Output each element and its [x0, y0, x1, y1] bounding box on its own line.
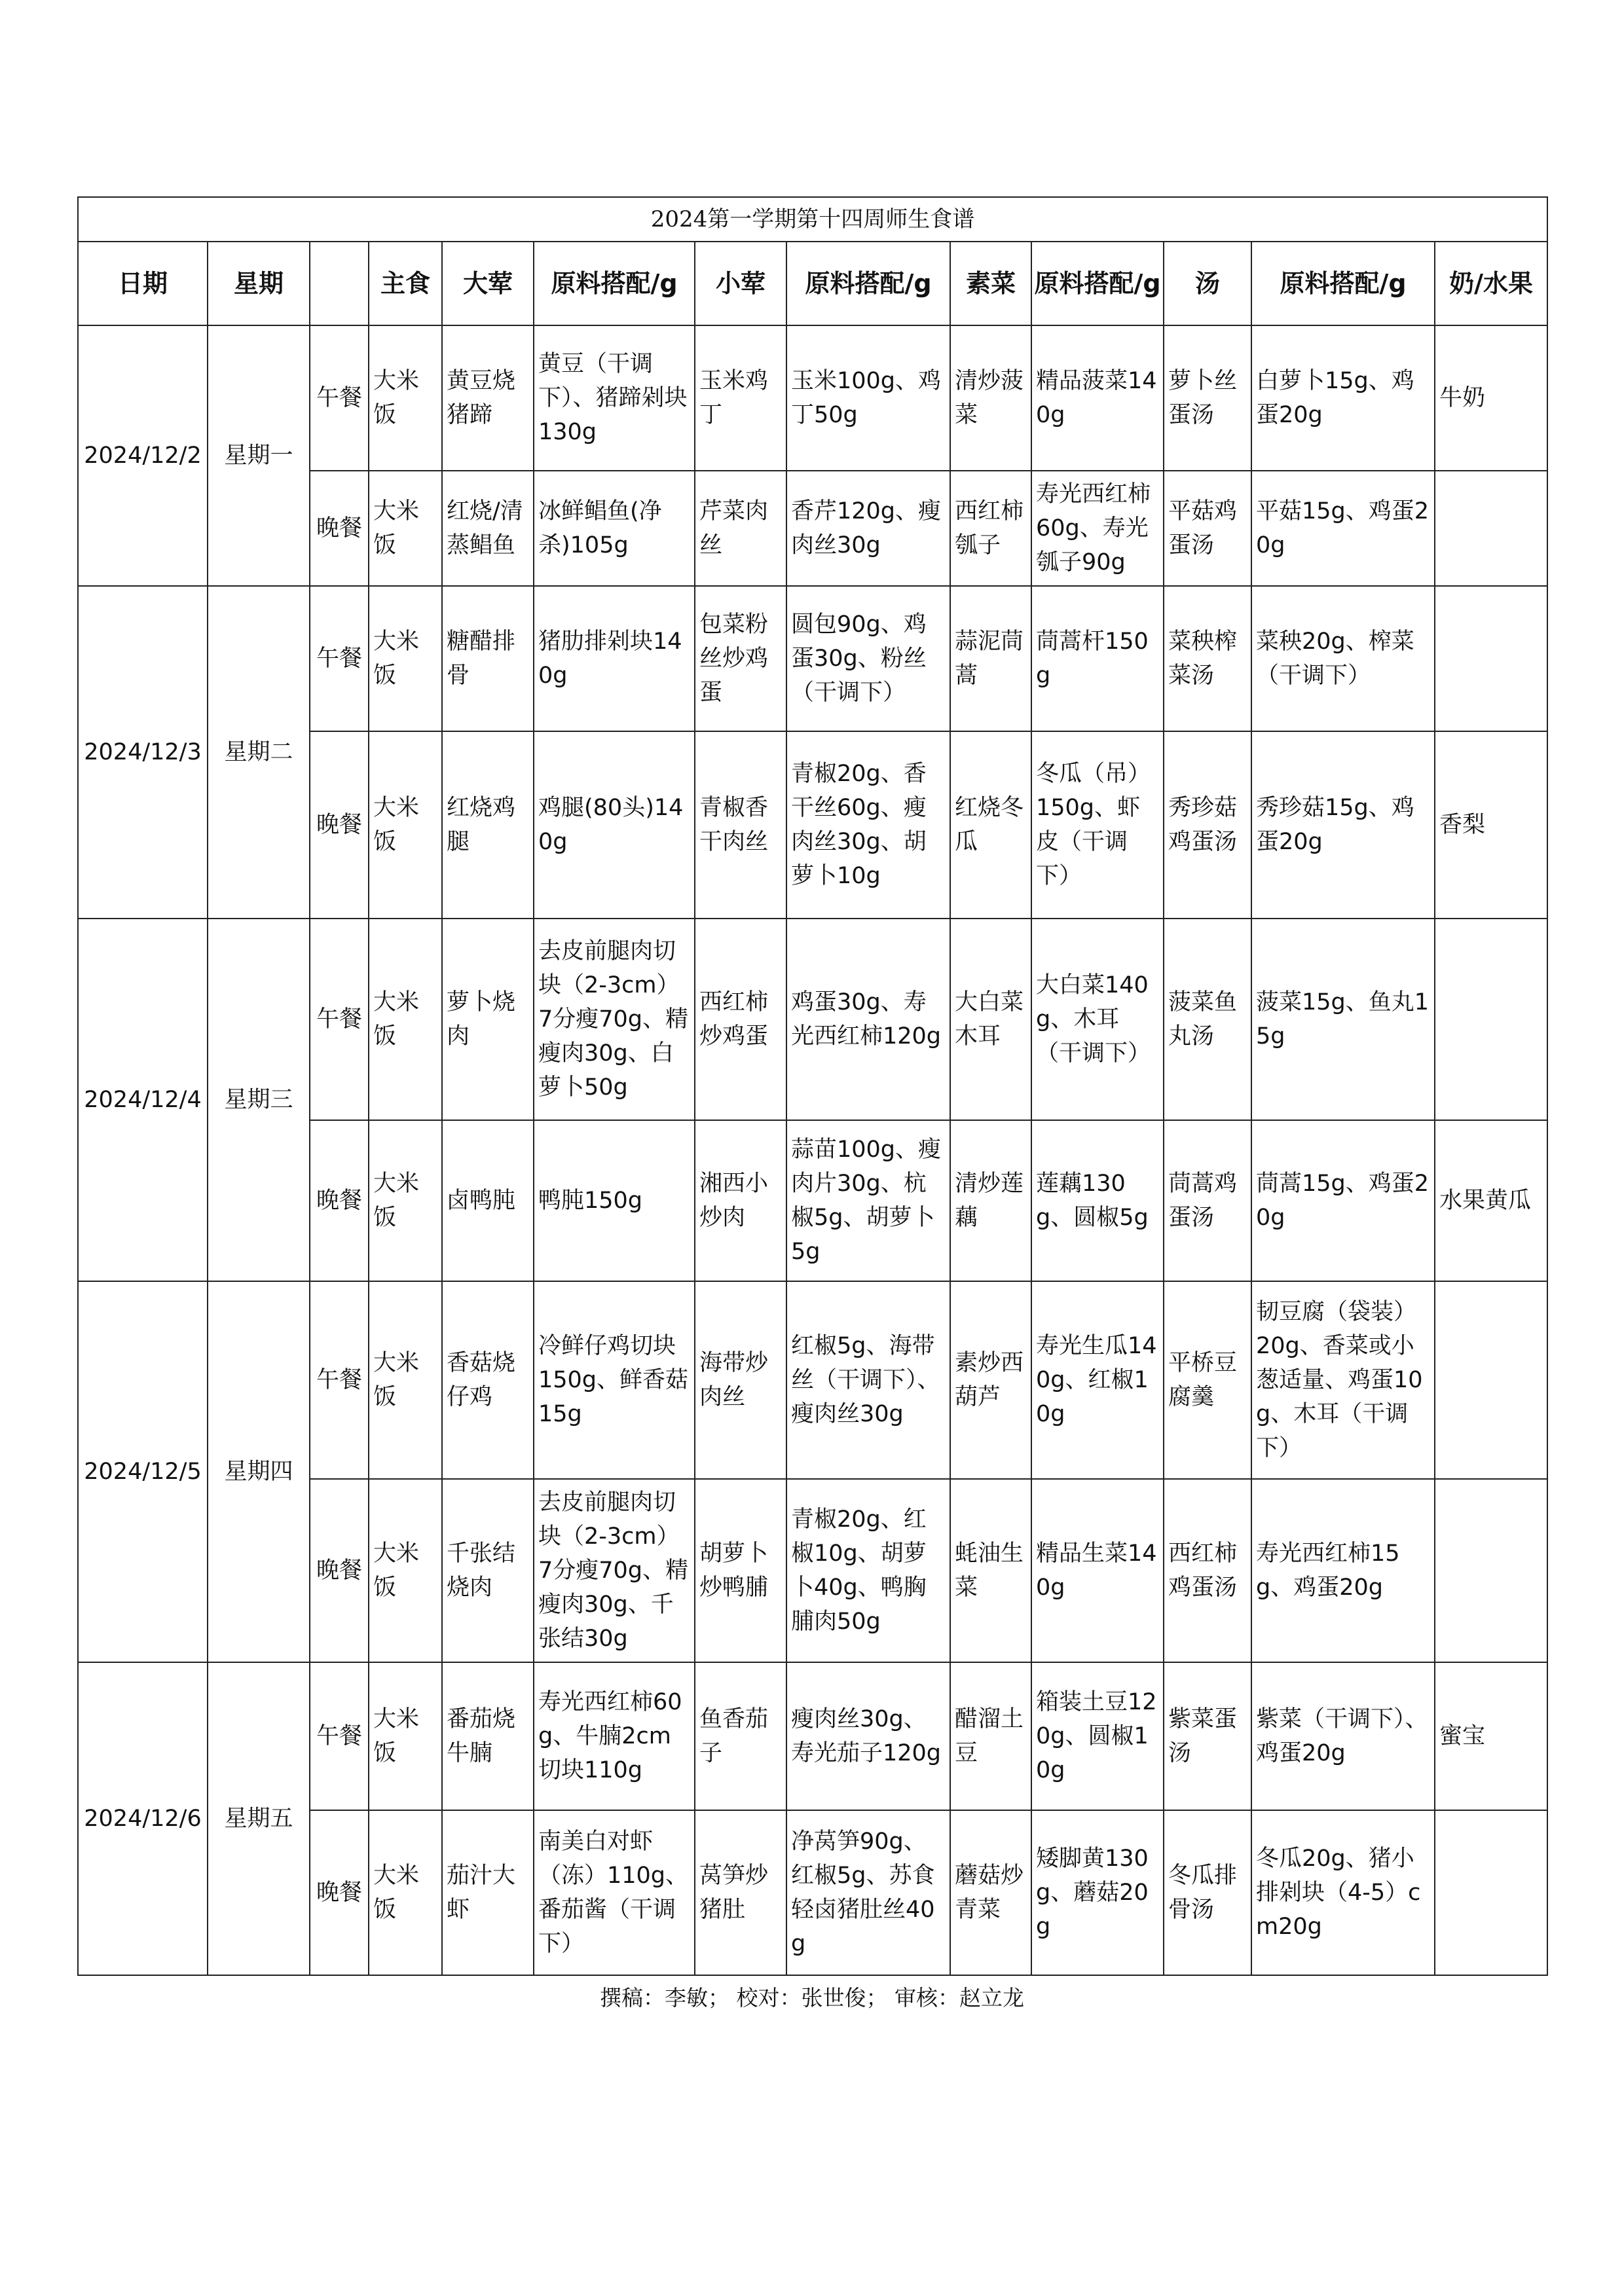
header-big-meat: 大荤	[442, 242, 534, 325]
milk-fruit-cell: 牛奶	[1435, 325, 1547, 471]
big-meat-ingredients-cell: 鸡腿(80头)140g	[534, 731, 695, 919]
meal-row	[78, 325, 1547, 471]
weekday-cell: 星期一	[208, 325, 310, 586]
staple-cell: 大米饭	[369, 1662, 442, 1810]
vegetable-cell: 清炒莲藕	[950, 1120, 1031, 1281]
vegetable-ingredients-cell: 茼蒿杆150g	[1031, 586, 1164, 731]
meal-type-cell: 晚餐	[310, 1479, 369, 1662]
soup-ingredients-cell: 秀珍菇15g、鸡蛋20g	[1251, 731, 1435, 919]
menu-body	[78, 197, 1547, 1975]
meal-type-cell: 晚餐	[310, 1120, 369, 1281]
header-weekday: 星期	[208, 242, 310, 325]
staple-cell: 大米饭	[369, 1479, 442, 1662]
big-meat-cell: 番茄烧牛腩	[442, 1662, 534, 1810]
small-meat-ingredients-cell: 红椒5g、海带丝（干调下）、瘦肉丝30g	[786, 1281, 950, 1479]
small-meat-cell: 青椒香干肉丝	[695, 731, 786, 919]
weekday-cell: 星期三	[208, 919, 310, 1281]
weekday-cell: 星期五	[208, 1662, 310, 1975]
header-small-meat-ingredients: 原料搭配/g	[786, 242, 950, 325]
soup-ingredients-cell: 菜秧20g、榨菜（干调下）	[1251, 586, 1435, 731]
meal-type-cell: 午餐	[310, 325, 369, 471]
staple-cell: 大米饭	[369, 471, 442, 586]
vegetable-cell: 醋溜土豆	[950, 1662, 1031, 1810]
soup-ingredients-cell: 菠菜15g、鱼丸15g	[1251, 919, 1435, 1120]
vegetable-ingredients-cell: 精品菠菜140g	[1031, 325, 1164, 471]
header-vegetable-ingredients: 原料搭配/g	[1031, 242, 1164, 325]
milk-fruit-cell	[1435, 586, 1547, 731]
vegetable-cell: 红烧冬瓜	[950, 731, 1031, 919]
staple-cell: 大米饭	[369, 1281, 442, 1479]
milk-fruit-cell: 蜜宝	[1435, 1662, 1547, 1810]
vegetable-ingredients-cell: 精品生菜140g	[1031, 1479, 1164, 1662]
title-row	[78, 197, 1547, 242]
staple-cell: 大米饭	[369, 919, 442, 1120]
small-meat-ingredients-cell: 鸡蛋30g、寿光西红柿120g	[786, 919, 950, 1120]
big-meat-ingredients-cell: 去皮前腿肉切块（2-3cm）7分瘦70g、精瘦肉30g、白萝卜50g	[534, 919, 695, 1120]
header-row	[78, 242, 1547, 325]
staple-cell: 大米饭	[369, 586, 442, 731]
soup-cell: 萝卜丝蛋汤	[1164, 325, 1251, 471]
milk-fruit-cell: 水果黄瓜	[1435, 1120, 1547, 1281]
header-soup: 汤	[1164, 242, 1251, 325]
date-cell: 2024/12/5	[78, 1281, 208, 1662]
header-vegetable: 素菜	[950, 242, 1031, 325]
meal-type-cell: 午餐	[310, 1662, 369, 1810]
staple-cell: 大米饭	[369, 731, 442, 919]
menu-title: 2024第一学期第十四周师生食谱	[78, 197, 1547, 242]
meal-row	[78, 919, 1547, 1120]
soup-ingredients-cell: 茼蒿15g、鸡蛋20g	[1251, 1120, 1435, 1281]
vegetable-ingredients-cell: 箱装土豆120g、圆椒10g	[1031, 1662, 1164, 1810]
header-date: 日期	[78, 242, 208, 325]
small-meat-ingredients-cell: 瘦肉丝30g、寿光茄子120g	[786, 1662, 950, 1810]
soup-ingredients-cell: 白萝卜15g、鸡蛋20g	[1251, 325, 1435, 471]
date-cell: 2024/12/6	[78, 1662, 208, 1975]
vegetable-ingredients-cell: 冬瓜（吊）150g、虾皮（干调下）	[1031, 731, 1164, 919]
small-meat-cell: 胡萝卜炒鸭脯	[695, 1479, 786, 1662]
big-meat-ingredients-cell: 冰鲜鲳鱼(净杀)105g	[534, 471, 695, 586]
big-meat-ingredients-cell: 黄豆（干调下）、猪蹄剁块130g	[534, 325, 695, 471]
small-meat-cell: 玉米鸡丁	[695, 325, 786, 471]
header-big-meat-ingredients: 原料搭配/g	[534, 242, 695, 325]
milk-fruit-cell	[1435, 919, 1547, 1120]
soup-ingredients-cell: 寿光西红柿15g、鸡蛋20g	[1251, 1479, 1435, 1662]
staple-cell: 大米饭	[369, 1810, 442, 1975]
header-meal	[310, 242, 369, 325]
meal-type-cell: 午餐	[310, 919, 369, 1120]
vegetable-cell: 大白菜木耳	[950, 919, 1031, 1120]
vegetable-cell: 清炒菠菜	[950, 325, 1031, 471]
big-meat-ingredients-cell: 去皮前腿肉切块（2-3cm）7分瘦70g、精瘦肉30g、千张结30g	[534, 1479, 695, 1662]
soup-cell: 菠菜鱼丸汤	[1164, 919, 1251, 1120]
small-meat-ingredients-cell: 净莴笋90g、红椒5g、苏食轻卤猪肚丝40g	[786, 1810, 950, 1975]
soup-ingredients-cell: 紫菜（干调下）、鸡蛋20g	[1251, 1662, 1435, 1810]
header-milk-fruit: 奶/水果	[1435, 242, 1547, 325]
date-cell: 2024/12/2	[78, 325, 208, 586]
soup-ingredients-cell: 韧豆腐（袋装）20g、香菜或小葱适量、鸡蛋10g、木耳（干调下）	[1251, 1281, 1435, 1479]
date-cell: 2024/12/4	[78, 919, 208, 1281]
vegetable-cell: 西红柿瓠子	[950, 471, 1031, 586]
milk-fruit-cell	[1435, 1810, 1547, 1975]
small-meat-ingredients-cell: 蒜苗100g、瘦肉片30g、杭椒5g、胡萝卜5g	[786, 1120, 950, 1281]
meal-row	[78, 1662, 1547, 1810]
soup-cell: 平菇鸡蛋汤	[1164, 471, 1251, 586]
small-meat-ingredients-cell: 圆包90g、鸡蛋30g、粉丝（干调下）	[786, 586, 950, 731]
big-meat-ingredients-cell: 南美白对虾（冻）110g、番茄酱（干调下）	[534, 1810, 695, 1975]
vegetable-ingredients-cell: 大白菜140g、木耳（干调下）	[1031, 919, 1164, 1120]
meal-type-cell: 午餐	[310, 1281, 369, 1479]
small-meat-cell: 鱼香茄子	[695, 1662, 786, 1810]
soup-ingredients-cell: 平菇15g、鸡蛋20g	[1251, 471, 1435, 586]
meal-type-cell: 晚餐	[310, 1810, 369, 1975]
meal-type-cell: 晚餐	[310, 731, 369, 919]
header-soup-ingredients: 原料搭配/g	[1251, 242, 1435, 325]
big-meat-cell: 香菇烧仔鸡	[442, 1281, 534, 1479]
big-meat-cell: 茄汁大虾	[442, 1810, 534, 1975]
meal-row	[78, 586, 1547, 731]
soup-cell: 菜秧榨菜汤	[1164, 586, 1251, 731]
big-meat-cell: 红烧鸡腿	[442, 731, 534, 919]
soup-cell: 平桥豆腐羹	[1164, 1281, 1251, 1479]
big-meat-cell: 黄豆烧猪蹄	[442, 325, 534, 471]
staple-cell: 大米饭	[369, 325, 442, 471]
small-meat-ingredients-cell: 青椒20g、红椒10g、胡萝卜40g、鸭胸脯肉50g	[786, 1479, 950, 1662]
milk-fruit-cell	[1435, 1281, 1547, 1479]
vegetable-ingredients-cell: 矮脚黄130g、蘑菇20g	[1031, 1810, 1164, 1975]
big-meat-cell: 糖醋排骨	[442, 586, 534, 731]
vegetable-ingredients-cell: 莲藕130g、圆椒5g	[1031, 1120, 1164, 1281]
weekday-cell: 星期二	[208, 586, 310, 919]
date-cell: 2024/12/3	[78, 586, 208, 919]
vegetable-cell: 素炒西葫芦	[950, 1281, 1031, 1479]
vegetable-ingredients-cell: 寿光生瓜140g、红椒10g	[1031, 1281, 1164, 1479]
soup-cell: 秀珍菇鸡蛋汤	[1164, 731, 1251, 919]
meal-row	[78, 1281, 1547, 1479]
small-meat-cell: 湘西小炒肉	[695, 1120, 786, 1281]
big-meat-ingredients-cell: 鸭肫150g	[534, 1120, 695, 1281]
big-meat-ingredients-cell: 猪肋排剁块140g	[534, 586, 695, 731]
small-meat-cell: 包菜粉丝炒鸡蛋	[695, 586, 786, 731]
milk-fruit-cell: 香梨	[1435, 731, 1547, 919]
soup-cell: 紫菜蛋汤	[1164, 1662, 1251, 1810]
small-meat-ingredients-cell: 青椒20g、香干丝60g、瘦肉丝30g、胡萝卜10g	[786, 731, 950, 919]
soup-cell: 茼蒿鸡蛋汤	[1164, 1120, 1251, 1281]
staple-cell: 大米饭	[369, 1120, 442, 1281]
small-meat-cell: 莴笋炒猪肚	[695, 1810, 786, 1975]
milk-fruit-cell	[1435, 471, 1547, 586]
soup-ingredients-cell: 冬瓜20g、猪小排剁块（4-5）cm20g	[1251, 1810, 1435, 1975]
big-meat-ingredients-cell: 冷鲜仔鸡切块150g、鲜香菇15g	[534, 1281, 695, 1479]
big-meat-cell: 红烧/清蒸鲳鱼	[442, 471, 534, 586]
soup-cell: 西红柿鸡蛋汤	[1164, 1479, 1251, 1662]
small-meat-ingredients-cell: 玉米100g、鸡丁50g	[786, 325, 950, 471]
footer-credits: 撰稿：李敏； 校对：张世俊； 审核：赵立龙	[600, 1985, 1024, 2011]
vegetable-ingredients-cell: 寿光西红柿60g、寿光瓠子90g	[1031, 471, 1164, 586]
vegetable-cell: 蚝油生菜	[950, 1479, 1031, 1662]
small-meat-cell: 芹菜肉丝	[695, 471, 786, 586]
weekday-cell: 星期四	[208, 1281, 310, 1662]
meal-type-cell: 晚餐	[310, 471, 369, 586]
vegetable-cell: 蒜泥茼蒿	[950, 586, 1031, 731]
soup-cell: 冬瓜排骨汤	[1164, 1810, 1251, 1975]
big-meat-cell: 萝卜烧肉	[442, 919, 534, 1120]
vegetable-cell: 蘑菇炒青菜	[950, 1810, 1031, 1975]
header-small-meat: 小荤	[695, 242, 786, 325]
milk-fruit-cell	[1435, 1479, 1547, 1662]
big-meat-cell: 千张结烧肉	[442, 1479, 534, 1662]
small-meat-ingredients-cell: 香芹120g、瘦肉丝30g	[786, 471, 950, 586]
big-meat-cell: 卤鸭肫	[442, 1120, 534, 1281]
menu-table	[77, 196, 1548, 1976]
small-meat-cell: 海带炒肉丝	[695, 1281, 786, 1479]
big-meat-ingredients-cell: 寿光西红柿60g、牛腩2cm切块110g	[534, 1662, 695, 1810]
small-meat-cell: 西红柿炒鸡蛋	[695, 919, 786, 1120]
meal-type-cell: 午餐	[310, 586, 369, 731]
header-staple: 主食	[369, 242, 442, 325]
